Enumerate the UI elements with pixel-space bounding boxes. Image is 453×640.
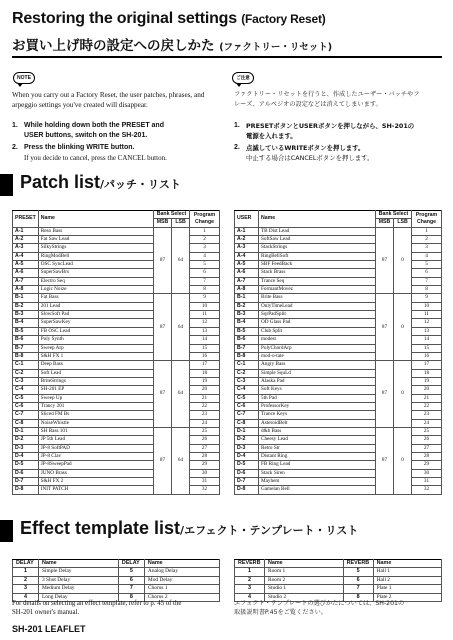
template-name: Studio 2 bbox=[265, 593, 344, 601]
program-change: 32 bbox=[190, 486, 220, 494]
delay-template-table bbox=[12, 559, 220, 602]
patch-name: Soft Keys bbox=[259, 386, 376, 394]
effect-list-title: Effect template list/エフェクト・テンプレート・リスト bbox=[20, 518, 358, 539]
template-number: 4 bbox=[235, 593, 265, 601]
patch-number: A-7 bbox=[13, 277, 39, 285]
patch-name: mod-o-tate bbox=[259, 352, 376, 360]
program-change: 14 bbox=[412, 336, 442, 344]
patch-number: B-3 bbox=[13, 311, 39, 319]
patch-name: modest bbox=[259, 336, 376, 344]
patch-name: Deep Bass bbox=[38, 361, 153, 369]
template-number: 3 bbox=[235, 585, 265, 593]
program-change: 9 bbox=[412, 294, 442, 302]
patch-number: C-8 bbox=[13, 419, 39, 427]
patch-name: S&H FX 2 bbox=[38, 478, 153, 486]
patch-name: TB Dist Lead bbox=[259, 227, 376, 235]
patch-number: C-8 bbox=[235, 419, 259, 427]
bank-msb: 87 bbox=[154, 227, 172, 294]
program-change: 18 bbox=[412, 369, 442, 377]
program-change: 31 bbox=[412, 478, 442, 486]
note-icon-jp: ご注意 bbox=[232, 72, 256, 88]
note-icon: NOTE bbox=[13, 72, 37, 88]
patch-number: A-1 bbox=[13, 227, 39, 235]
patch-number: B-7 bbox=[235, 344, 259, 352]
patch-number: B-1 bbox=[13, 294, 39, 302]
table-row bbox=[13, 361, 220, 369]
col-reverb: REVERB bbox=[343, 560, 373, 568]
patch-number: D-8 bbox=[235, 486, 259, 494]
program-change: 19 bbox=[190, 377, 220, 385]
program-change: 10 bbox=[412, 302, 442, 310]
patch-number: C-3 bbox=[235, 377, 259, 385]
patch-name: Reso Bass bbox=[38, 227, 153, 235]
section-bar bbox=[0, 174, 13, 196]
patch-number: D-5 bbox=[235, 461, 259, 469]
patch-name: S&H FX 1 bbox=[38, 352, 153, 360]
program-change: 16 bbox=[190, 352, 220, 360]
note-text-en: When you carry out a Factory Reset, the user patches, phrases, and arpeggio settings you've created will disappear. bbox=[12, 91, 205, 109]
patch-number: A-5 bbox=[235, 261, 259, 269]
patch-number: A-4 bbox=[13, 252, 39, 260]
program-change: 24 bbox=[190, 419, 220, 427]
note-text-jp: ファクトリー・リセットを行うと、作成したユーザー・パッチやフ レーズ、アルペジオの設定などは消えてしまいます。 bbox=[234, 91, 420, 108]
program-change: 23 bbox=[190, 411, 220, 419]
col-preset: PRESET bbox=[13, 211, 39, 228]
patch-name: Stack Brass bbox=[259, 269, 376, 277]
program-change: 6 bbox=[190, 269, 220, 277]
template-name: Room 1 bbox=[265, 568, 344, 576]
template-name: Studio 1 bbox=[265, 585, 344, 593]
program-change: 15 bbox=[190, 344, 220, 352]
patch-number: B-2 bbox=[13, 302, 39, 310]
table-row bbox=[235, 568, 442, 576]
col-delay: DELAY bbox=[118, 560, 144, 568]
program-change: 24 bbox=[412, 419, 442, 427]
patch-name: OSC SyncLead bbox=[38, 261, 153, 269]
patch-number: B-4 bbox=[13, 319, 39, 327]
patch-number: D-8 bbox=[13, 486, 39, 494]
reverb-template-table bbox=[234, 559, 442, 602]
patch-number: A-8 bbox=[235, 286, 259, 294]
bank-msb: 87 bbox=[376, 427, 394, 494]
patch-number: B-7 bbox=[13, 344, 39, 352]
template-number: 8 bbox=[118, 593, 144, 601]
patch-number: D-7 bbox=[13, 478, 39, 486]
patch-name: FB OSC Lead bbox=[38, 327, 153, 335]
program-change: 11 bbox=[190, 311, 220, 319]
program-change: 30 bbox=[412, 469, 442, 477]
template-number: 2 bbox=[13, 576, 39, 584]
patch-number: A-3 bbox=[13, 244, 39, 252]
patch-name: SuperSawKey bbox=[38, 319, 153, 327]
program-change: 22 bbox=[190, 402, 220, 410]
effect-details-en: For details on selecting an effect template, refer to p. 45 of the SH-201 owner's manual. bbox=[12, 600, 182, 616]
patch-number: B-5 bbox=[13, 327, 39, 335]
bank-lsb: 0 bbox=[394, 427, 412, 494]
patch-name: JUNO Brass bbox=[38, 469, 153, 477]
patch-number: B-4 bbox=[235, 319, 259, 327]
patch-name: 201 Lead bbox=[38, 302, 153, 310]
patch-name: SuperSawBrs bbox=[38, 269, 153, 277]
patch-name: Trance Keys bbox=[259, 411, 376, 419]
patch-name: FormantMovez bbox=[259, 286, 376, 294]
patch-name: Brite Bass bbox=[259, 294, 376, 302]
program-change: 17 bbox=[412, 361, 442, 369]
program-change: 8 bbox=[412, 286, 442, 294]
template-name: Simple Delay bbox=[39, 568, 119, 576]
patch-name: SH-201 EP bbox=[38, 386, 153, 394]
table-row bbox=[235, 361, 442, 369]
patch-name: Logic Noize bbox=[38, 286, 153, 294]
patch-name: JP-8 Clav bbox=[38, 452, 153, 460]
col-name: Name bbox=[39, 560, 119, 568]
col-user: USER bbox=[235, 211, 259, 228]
program-change: 10 bbox=[190, 302, 220, 310]
patch-name: StackStrings bbox=[259, 244, 376, 252]
step-2-jp: 2. 点滅しているWRITEボタンを押します。 中止する場合はCANCELボタンを押します。 bbox=[234, 144, 374, 162]
patch-number: A-7 bbox=[235, 277, 259, 285]
program-change: 4 bbox=[190, 252, 220, 260]
patch-number: C-1 bbox=[235, 361, 259, 369]
bank-msb: 87 bbox=[376, 294, 394, 361]
program-change: 2 bbox=[412, 236, 442, 244]
template-number: 6 bbox=[118, 576, 144, 584]
table-row bbox=[13, 427, 220, 435]
template-number: 3 bbox=[13, 585, 39, 593]
patch-name: Sweep Arp bbox=[38, 344, 153, 352]
patch-name: Fat Bass bbox=[38, 294, 153, 302]
program-change: 21 bbox=[412, 394, 442, 402]
col-bank-select: Bank Select bbox=[376, 211, 412, 219]
program-change: 20 bbox=[190, 386, 220, 394]
program-change: 6 bbox=[412, 269, 442, 277]
program-change: 1 bbox=[190, 227, 220, 235]
patch-number: B-5 bbox=[235, 327, 259, 335]
program-change: 7 bbox=[190, 277, 220, 285]
program-change: 2 bbox=[190, 236, 220, 244]
template-number: 5 bbox=[118, 568, 144, 576]
section-bar bbox=[0, 520, 13, 542]
table-row bbox=[235, 294, 442, 302]
program-change: 23 bbox=[412, 411, 442, 419]
patch-name: RingModBell bbox=[38, 252, 153, 260]
template-name: Long Delay bbox=[39, 593, 119, 601]
program-change: 12 bbox=[412, 319, 442, 327]
patch-number: D-5 bbox=[13, 461, 39, 469]
program-change: 5 bbox=[412, 261, 442, 269]
col-reverb: REVERB bbox=[235, 560, 265, 568]
patch-name: Cheesy Lead bbox=[259, 436, 376, 444]
patch-name: d&b Bass bbox=[259, 427, 376, 435]
program-change: 26 bbox=[190, 436, 220, 444]
col-name: Name bbox=[265, 560, 344, 568]
patch-name: Mayhem bbox=[259, 478, 376, 486]
bank-msb: 87 bbox=[154, 427, 172, 494]
col-msb: MSB bbox=[376, 219, 394, 227]
patch-number: C-2 bbox=[13, 369, 39, 377]
step-1-jp: 1. PRESETボタンとUSERボタンを押しながら、SH-201の 電源を入れます。 bbox=[234, 122, 415, 140]
template-name: Chorus 2 bbox=[144, 593, 219, 601]
patch-name: RingBellSoft bbox=[259, 252, 376, 260]
template-name: 3 Shot Delay bbox=[39, 576, 119, 584]
table-row bbox=[13, 585, 220, 593]
template-number: 8 bbox=[343, 593, 373, 601]
template-name: Analog Delay bbox=[144, 568, 219, 576]
patch-number: D-1 bbox=[235, 427, 259, 435]
patch-number: B-6 bbox=[13, 336, 39, 344]
program-change: 8 bbox=[190, 286, 220, 294]
patch-name: SoftSaw Lead bbox=[259, 236, 376, 244]
table-row bbox=[235, 227, 442, 235]
patch-name: OD Glass Pad bbox=[259, 319, 376, 327]
patch-number: C-4 bbox=[13, 386, 39, 394]
program-change: 27 bbox=[190, 444, 220, 452]
patch-number: C-1 bbox=[13, 361, 39, 369]
patch-name: Club Split bbox=[259, 327, 376, 335]
col-delay: DELAY bbox=[13, 560, 39, 568]
patch-number: D-2 bbox=[235, 436, 259, 444]
col-lsb: LSB bbox=[394, 219, 412, 227]
program-change: 7 bbox=[412, 277, 442, 285]
template-name: Mod Delay bbox=[144, 576, 219, 584]
patch-name: SlowSoft Pad bbox=[38, 311, 153, 319]
patch-number: B-3 bbox=[235, 311, 259, 319]
patch-number: D-6 bbox=[13, 469, 39, 477]
patch-number: D-3 bbox=[235, 444, 259, 452]
user-patch-table bbox=[234, 210, 442, 495]
patch-number: A-8 bbox=[13, 286, 39, 294]
effect-details-jp: エフェクト・テンプレートの選びかたについては、SH-201の 取扱説明書P.45をご覧ください。 bbox=[234, 600, 405, 616]
program-change: 16 bbox=[412, 352, 442, 360]
bank-lsb: 64 bbox=[172, 427, 190, 494]
patch-number: A-6 bbox=[13, 269, 39, 277]
col-msb: MSB bbox=[154, 219, 172, 227]
table-row bbox=[13, 227, 220, 235]
bank-lsb: 0 bbox=[394, 361, 412, 428]
program-change: 20 bbox=[412, 386, 442, 394]
template-number: 7 bbox=[118, 585, 144, 593]
patch-name: Fat Saw Lead bbox=[38, 236, 153, 244]
patch-name: Soft Lead bbox=[38, 369, 153, 377]
template-number: 4 bbox=[13, 593, 39, 601]
patch-name: 5th Pad bbox=[259, 394, 376, 402]
patch-number: B-6 bbox=[235, 336, 259, 344]
patch-name: SH Bass 101 bbox=[38, 427, 153, 435]
patch-number: A-2 bbox=[235, 236, 259, 244]
program-change: 21 bbox=[190, 394, 220, 402]
program-change: 3 bbox=[412, 244, 442, 252]
template-name: Chorus 1 bbox=[144, 585, 219, 593]
program-change: 26 bbox=[412, 436, 442, 444]
patch-number: C-7 bbox=[13, 411, 39, 419]
bank-lsb: 64 bbox=[172, 294, 190, 361]
template-number: 1 bbox=[13, 568, 39, 576]
patch-name: Distant Ring bbox=[259, 452, 376, 460]
patch-name: JP-8SweepPad bbox=[38, 461, 153, 469]
restore-title-jp: お買い上げ時の設定への戻しかた (ファクトリー・リセット) bbox=[12, 38, 333, 54]
col-name: Name bbox=[259, 211, 376, 228]
program-change: 25 bbox=[412, 427, 442, 435]
col-bank-select: Bank Select bbox=[154, 211, 190, 219]
patch-number: C-4 bbox=[235, 386, 259, 394]
patch-number: A-2 bbox=[13, 236, 39, 244]
col-program-change: Program Change bbox=[190, 211, 220, 228]
table-row bbox=[235, 585, 442, 593]
patch-name: SilkyStrings bbox=[38, 244, 153, 252]
col-lsb: LSB bbox=[172, 219, 190, 227]
patch-number: C-2 bbox=[235, 369, 259, 377]
patch-name: BriteStrings bbox=[38, 377, 153, 385]
patch-name: Sweep Up bbox=[38, 394, 153, 402]
patch-name: NoiseWhistle bbox=[38, 419, 153, 427]
program-change: 32 bbox=[412, 486, 442, 494]
bank-lsb: 64 bbox=[172, 227, 190, 294]
patch-name: SqrPadSplit bbox=[259, 311, 376, 319]
template-number: 6 bbox=[343, 576, 373, 584]
patch-number: A-1 bbox=[235, 227, 259, 235]
program-change: 9 bbox=[190, 294, 220, 302]
step-1-en: 1. While holding down both the PRESET and USER buttons, switch on the SH-201. bbox=[12, 122, 164, 139]
patch-number: B-1 bbox=[235, 294, 259, 302]
col-name: Name bbox=[373, 560, 441, 568]
bank-msb: 87 bbox=[154, 361, 172, 428]
patch-name: Trance Seq bbox=[259, 277, 376, 285]
program-change: 28 bbox=[190, 452, 220, 460]
table-row bbox=[235, 576, 442, 584]
restore-title-en: Restoring the original settings (Factory Reset) bbox=[12, 10, 326, 27]
patch-number: D-4 bbox=[235, 452, 259, 460]
col-name: Name bbox=[38, 211, 153, 228]
program-change: 22 bbox=[412, 402, 442, 410]
patch-number: D-2 bbox=[13, 436, 39, 444]
program-change: 11 bbox=[412, 311, 442, 319]
patch-number: A-6 bbox=[235, 269, 259, 277]
patch-name: Stack Siren bbox=[259, 469, 376, 477]
patch-name: AsteroidBelt bbox=[259, 419, 376, 427]
patch-number: D-4 bbox=[13, 452, 39, 460]
patch-name: Gamelan Bell bbox=[259, 486, 376, 494]
template-name: Plate 2 bbox=[373, 593, 441, 601]
bank-lsb: 0 bbox=[394, 294, 412, 361]
patch-name: INIT PATCH bbox=[38, 486, 153, 494]
bank-lsb: 0 bbox=[394, 227, 412, 294]
patch-name: Electro Seq bbox=[38, 277, 153, 285]
patch-name: Simple SquLd bbox=[259, 369, 376, 377]
patch-number: D-7 bbox=[235, 478, 259, 486]
patch-name: Sliced FM Bs bbox=[38, 411, 153, 419]
program-change: 31 bbox=[190, 478, 220, 486]
program-change: 1 bbox=[412, 227, 442, 235]
patch-number: C-6 bbox=[13, 402, 39, 410]
patch-name: SBF FeedBack bbox=[259, 261, 376, 269]
program-change: 29 bbox=[190, 461, 220, 469]
template-number: 5 bbox=[343, 568, 373, 576]
patch-name: Retro Str bbox=[259, 444, 376, 452]
template-name: Medium Delay bbox=[39, 585, 119, 593]
col-program-change: Program Change bbox=[412, 211, 442, 228]
program-change: 30 bbox=[190, 469, 220, 477]
patch-number: C-6 bbox=[235, 402, 259, 410]
bank-msb: 87 bbox=[376, 227, 394, 294]
program-change: 18 bbox=[190, 369, 220, 377]
patch-number: C-7 bbox=[235, 411, 259, 419]
patch-number: A-4 bbox=[235, 252, 259, 260]
bank-lsb: 64 bbox=[172, 361, 190, 428]
patch-number: D-1 bbox=[13, 427, 39, 435]
patch-number: D-6 bbox=[235, 469, 259, 477]
bank-msb: 87 bbox=[376, 361, 394, 428]
program-change: 17 bbox=[190, 361, 220, 369]
patch-name: Trancy 201 bbox=[38, 402, 153, 410]
col-name: Name bbox=[144, 560, 219, 568]
template-name: Hall 1 bbox=[373, 568, 441, 576]
table-row bbox=[13, 576, 220, 584]
patch-name: Poly Synth bbox=[38, 336, 153, 344]
program-change: 19 bbox=[412, 377, 442, 385]
program-change: 3 bbox=[190, 244, 220, 252]
template-name: Room 2 bbox=[265, 576, 344, 584]
patch-number: A-5 bbox=[13, 261, 39, 269]
title-divider bbox=[12, 56, 442, 58]
program-change: 28 bbox=[412, 452, 442, 460]
template-number: 2 bbox=[235, 576, 265, 584]
footer-label: SH-201 LEAFLET bbox=[12, 624, 86, 634]
program-change: 15 bbox=[412, 344, 442, 352]
program-change: 29 bbox=[412, 461, 442, 469]
template-number: 7 bbox=[343, 585, 373, 593]
patch-number: B-8 bbox=[13, 352, 39, 360]
patch-number: C-5 bbox=[13, 394, 39, 402]
patch-name: JP 5th Lead bbox=[38, 436, 153, 444]
table-row bbox=[235, 427, 442, 435]
patch-number: B-2 bbox=[235, 302, 259, 310]
patch-name: ProfessorKey bbox=[259, 402, 376, 410]
patch-number: C-5 bbox=[235, 394, 259, 402]
patch-number: B-8 bbox=[235, 352, 259, 360]
preset-patch-table bbox=[12, 210, 220, 495]
template-name: Plate 1 bbox=[373, 585, 441, 593]
patch-name: PolyChordArp bbox=[259, 344, 376, 352]
program-change: 12 bbox=[190, 319, 220, 327]
table-row bbox=[13, 294, 220, 302]
template-number: 1 bbox=[235, 568, 265, 576]
table-row bbox=[13, 568, 220, 576]
patch-list-title: Patch list/パッチ・リスト bbox=[20, 172, 181, 193]
patch-name: OnlyTimeLead bbox=[259, 302, 376, 310]
patch-number: D-3 bbox=[13, 444, 39, 452]
program-change: 13 bbox=[412, 327, 442, 335]
patch-name: Angry Bass bbox=[259, 361, 376, 369]
bank-msb: 87 bbox=[154, 294, 172, 361]
program-change: 4 bbox=[412, 252, 442, 260]
program-change: 27 bbox=[412, 444, 442, 452]
program-change: 25 bbox=[190, 427, 220, 435]
template-name: Hall 2 bbox=[373, 576, 441, 584]
program-change: 13 bbox=[190, 327, 220, 335]
patch-number: C-3 bbox=[13, 377, 39, 385]
patch-name: Alaska Pad bbox=[259, 377, 376, 385]
patch-number: A-3 bbox=[235, 244, 259, 252]
patch-name: FB Ring Lead bbox=[259, 461, 376, 469]
program-change: 5 bbox=[190, 261, 220, 269]
patch-name: JP-8 SoftPAD bbox=[38, 444, 153, 452]
program-change: 14 bbox=[190, 336, 220, 344]
step-2-en: 2. Press the blinking WRITE button. If you decide to cancel, press the CANCEL button. bbox=[12, 144, 167, 162]
